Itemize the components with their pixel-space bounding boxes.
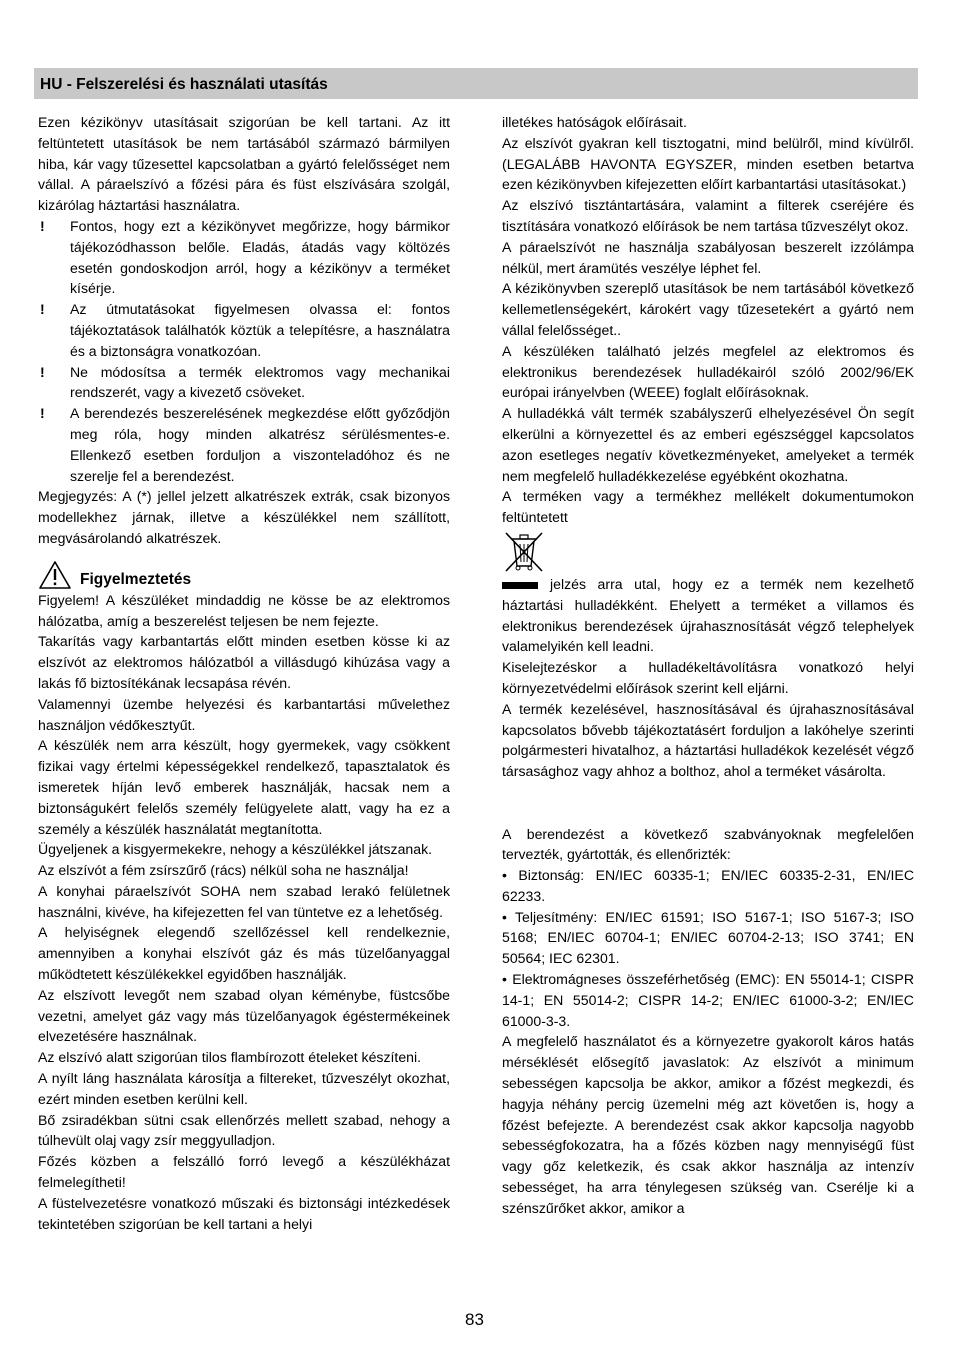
warning-paragraph: Takarítás vagy karbantartás előtt minden esetben kösse ki az elszívót az elektromos hálózatból a villásdugó kihúzása vagy a lakás fő biztosítékának lecsapása révén. [38, 633, 450, 691]
note-paragraph: Megjegyzés: A (*) jellel jelzett alkatrészek extrák, csak bizonyos modellekhez járnak, illetve a készülékkel nem szállított, megvásárolandó alkatrészek. [38, 488, 450, 546]
left-column [38, 112, 450, 1234]
bullet-item [38, 216, 450, 299]
bullet-mark: ! [40, 217, 45, 234]
paragraph: Az elszívót gyakran kell tisztogatni, mind belülről, mind kívülről. (LEGALÁBB HAVONTA EGYSZER, minden esetben betartva ezen kézikönyvben kifejezetten előírt karbantartási utasításokat.) [502, 134, 914, 193]
standards-item: • Elektromágneses összeférhetőség (EMC): EN 55014-1; CISPR 14-1; EN 55014-2; CISPR 14-2; EN/IEC 61000-3-2; EN/IEC 61000-3-3. [502, 971, 914, 1029]
bullet-mark: ! [40, 363, 45, 380]
bullet-text: Az útmutatásokat figyelmesen olvassa el: fontos tájékoztatások találhatók köztük a telepítésre, a használatra és a biztonságra vonatkozóan. [70, 301, 450, 359]
section-title: HU - Felszerelési és használati utasítás [40, 76, 328, 93]
paragraph: A kézikönyvben szereplő utasítások be nem tartásából következő kellemetlenségekért, károkért vagy tűzesetekért a gyártó nem vállal felelősséget.. [502, 280, 914, 338]
black-bar-symbol [502, 582, 538, 589]
warning-paragraph: A készülék nem arra készült, hogy gyermekek, vagy csökkent fizikai vagy értelmi képességekkel rendelkező, tapasztalatok és ismeretek híján levő emberek használják, hacsak nem a biztonságukért felelős személy felügyelete alatt, vagy ha ez a személy a készülék használatát megtanította. [38, 737, 450, 837]
paragraph: A páraelszívót ne használja szabályosan beszerelt izzólámpa nélkül, mert áramütés veszélye léphet fel. [502, 238, 914, 276]
bullet-text: Ne módosítsa a termék elektromos vagy mechanikai rendszerét, vagy a kivezető csöveket. [70, 363, 450, 401]
warning-triangle-icon [38, 560, 72, 590]
standards-item: • Teljesítmény: EN/IEC 61591; ISO 5167-1; ISO 5167-3; ISO 5168; EN/IEC 60704-1; EN/IEC 60704-2-13; ISO 3741; EN 50564; IEC 62301. [502, 908, 914, 967]
paragraph: illetékes hatóságok előírásait. [502, 114, 687, 130]
bullet-item [38, 362, 450, 404]
bullet-text: Fontos, hogy ezt a kézikönyvet megőrizze, hogy bármikor tájékozódhasson belőle. Eladás, átadás vagy költözés esetén gondoskodjon arról, hogy a kézikönyv a terméket kísérje. [70, 217, 450, 297]
spacer [502, 782, 914, 803]
paragraph: A megfelelő használatot és a környezetre gyakorolt káros hatás mérséklését elősegítő javaslatok: Az elszívót a minimum sebességen kapcsolja be akkor, amikor a főzést megkezdi, és hagyja néhány percig üzemelni még azt követően is, hogy a főzést befejezte. A berendezést csak akkor kapcsolja nagyobb sebességfokozatra, ha a főzés közben nagy mennyiségű füst vagy gőz keletkezik, és csak akkor használja az intenzív sebességet, ha arra ténylegesen szükség van. Cserélje ki a szénszűrőket akkor, amikor a [502, 1033, 914, 1216]
warning-paragraph: Főzés közben a felszálló forró levegő a készülékházat felmelegítheti! [38, 1153, 450, 1191]
bullet-item [38, 403, 450, 486]
paragraph: A hulladékká vált termék szabályszerű elhelyezésével Ön segít elkerülni a környezettel és az emberi egészséggel kapcsolatos azon esetleges negatív következményeket, amelyeket a termék nem megfelelő hulladékkezelése egyébként okozhatna. [502, 405, 914, 484]
weee-paragraph [502, 574, 914, 657]
page-number: 83 [465, 1310, 484, 1329]
warning-paragraph: A füstelvezetésre vonatkozó műszaki és biztonsági intézkedések tekintetében szigorúan be kell tartani a helyi [38, 1194, 450, 1232]
paragraph: Kiselejtezéskor a hulladékeltávolításra vonatkozó helyi környezetvédelmi előírások szerint kell eljárni. [502, 659, 914, 696]
warning-paragraph: A konyhai páraelszívót SOHA nem szabad lerakó felületnek használni, kivéve, ha kifejezetten fel van tüntetve ez a lehetőség. [38, 882, 450, 920]
warning-title: Figyelmeztetés [80, 570, 192, 588]
right-column [502, 112, 914, 1219]
paragraph: A terméken vagy a termékhez mellékelt dokumentumokon feltüntetett [502, 488, 914, 526]
warning-paragraph: Bő zsiradékban sütni csak ellenőrzés mellett szabad, nehogy a túlhevült olaj vagy zsír meggyulladjon. [38, 1111, 450, 1149]
bullet-text: A berendezés beszerelésének megkezdése előtt győződjön meg róla, hogy minden alkatrész sérülésmentes-e. Ellenkező esetben forduljon a viszonteladóhoz és ne szerelje fel a berendezést. [70, 405, 450, 484]
paragraph: A készüléken található jelzés megfelel az elektromos és elektronikus berendezések hulladékairól szóló 2002/96/EK európai irányelvben (WEEE) foglalt előírásoknak. [502, 342, 914, 401]
warning-paragraph: Az elszívót a fém zsírszűrő (rács) nélkül soha ne használja! [38, 862, 409, 879]
warning-paragraph: Az elszívó alatt szigorúan tilos flambírozott ételeket készíteni. [38, 1049, 422, 1066]
paragraph: Az elszívó tisztántartására, valamint a filterek cseréjére és tisztítására vonatkozó előírások be nem tartása tűzveszélyt okoz. [502, 197, 914, 234]
warning-paragraph: A nyílt láng használata károsítja a filtereket, tűzveszélyt okozhat, ezért minden esetben kerülni kell. [38, 1070, 450, 1107]
section-header [34, 68, 918, 99]
standards-item: • Biztonság: EN/IEC 60335-1; EN/IEC 60335-2-31, EN/IEC 62233. [502, 867, 914, 904]
paragraph: A berendezést a következő szabványoknak megfelelően tervezték, gyártották, és ellenőrizték: [502, 825, 914, 863]
warning-paragraph: Valamennyi üzembe helyezési és karbantartási művelethez használjon védőkesztyűt. [38, 695, 450, 733]
warning-paragraph: Ügyeljenek a kisgyermekekre, nehogy a készülékkel játszanak. [38, 841, 433, 858]
crossed-bin-icon [502, 530, 546, 574]
weee-text: jelzés arra utal, hogy ez a termék nem kezelhető háztartási hulladékként. Ehelyett a terméket a villamos és elektronikus berendezések újrahasznosítását végző telephelyek valamelyikén kell leadni. [502, 575, 914, 655]
bullet-mark: ! [40, 405, 45, 422]
spacer [502, 803, 914, 824]
bullet-mark: ! [40, 301, 45, 318]
warning-paragraph: A helyiségnek elegendő szellőzéssel kell rendelkeznie, amennyiben a konyhai elszívót gáz és más tüzelőanyaggal működtetett készülékekkel egyidőben használják. [38, 924, 450, 983]
weee-symbol [502, 530, 914, 574]
intro-paragraph: Ezen kézikönyv utasításait szigorúan be kell tartani. Az itt feltüntetett utasítások be nem tartásából származó bármilyen hiba, kár vagy tűzesettel kapcsolatban a gyártó felelősséget nem vállal. A páraelszívó a főzési pára és füst elszívására szolgál, kizárólag háztartási használatra. [38, 114, 450, 214]
warning-heading [38, 557, 450, 590]
paragraph: A termék kezelésével, hasznosításával és újrahasznosításával kapcsolatos bővebb tájékoztatásért forduljon a lakóhelye szerinti polgármesteri hivatalhoz, a háztartási hulladékok kezelését végző társasághoz vagy ahhoz a bolthoz, ahol a terméket vásárolta. [502, 700, 914, 780]
bullet-item [38, 299, 450, 361]
warning-paragraph: Figyelem! A készüléket mindaddig ne kösse be az elektromos hálózatba, amíg a beszerelést teljesen be nem fejezte. [38, 591, 450, 629]
warning-paragraph: Az elszívott levegőt nem szabad olyan kéménybe, füstcsőbe vezetni, amelyet gáz vagy más tüzelőanyagok égéstermékeinek elvezetésére használnak. [38, 986, 450, 1045]
